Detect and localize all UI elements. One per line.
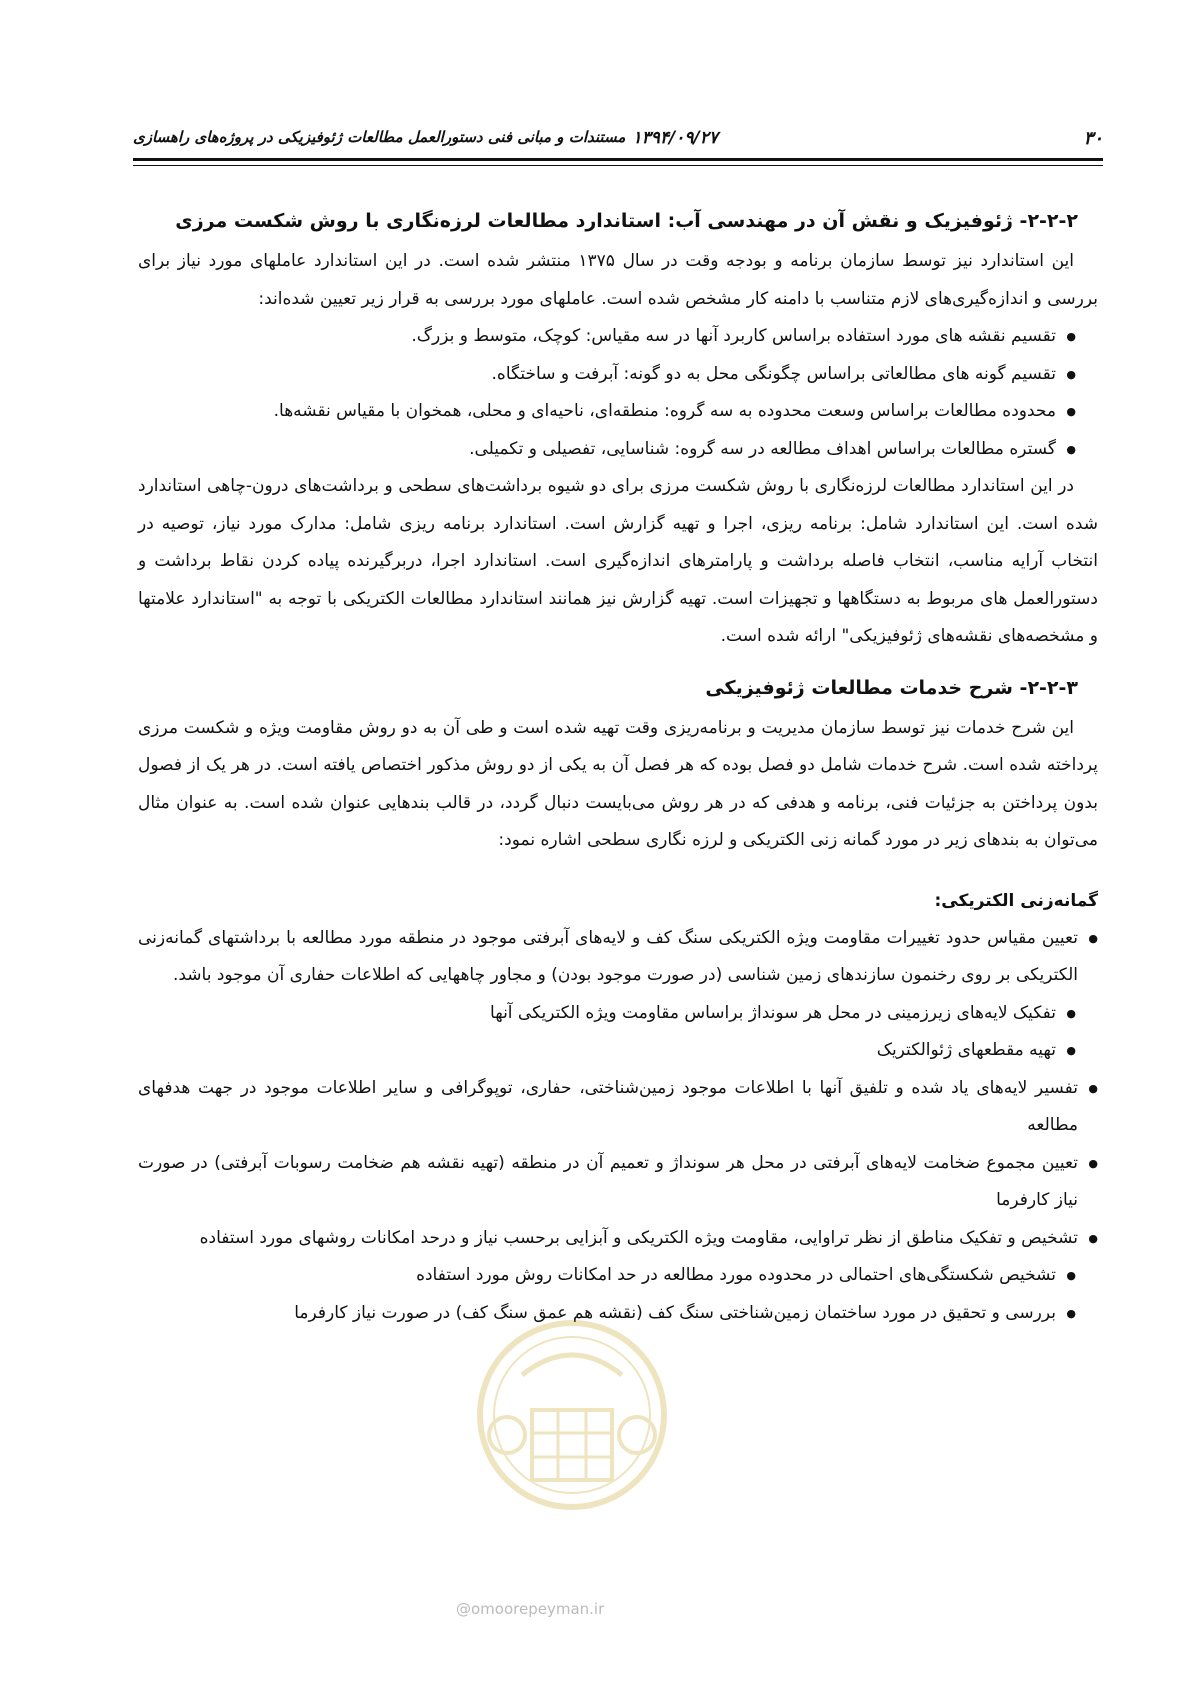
seal-logo xyxy=(462,1315,682,1515)
watermark-text: @omoorepeyman.ir xyxy=(456,1600,605,1618)
header-title: مستندات و مبانی فنی دستورالعمل مطالعات ژئوفیزیکی در پروژه‌های راهسازی xyxy=(133,128,626,146)
list-item: ● تعیین مقیاس حدود تغییرات مقاومت ویژه الکتریکی سنگ کف و لایه‌های آبرفتی موجود در منطقه مورد مطالعه با برداشتهای گمانه‌زنی الکتریکی بر روی رخنمون سازندهای زمین شناسی (در صورت موجود بودن) و مجاور چاههایی که اطلاعات حفاری آن موجود باشد. xyxy=(138,920,1098,995)
section2-bullet-list xyxy=(138,920,1098,1333)
list-item: ● بررسی و تحقیق در مورد ساختمان زمین‌شناختی سنگ کف (نقشه هم عمق سنگ کف) در صورت نیاز کارفرما xyxy=(138,1295,1076,1333)
section1-paragraph2: در این استاندارد مطالعات لرزه‌نگاری با روش شکست مرزی برای دو شیوه برداشت‌های سطحی و برداشت‌های درون-چاهی استاندارد شده است. این استاندارد شامل: برنامه ریزی، اجرا و تهیه گزارش است. استاندارد برنامه ریزی شامل: مدارک مورد نیاز، توصیه در انتخاب آرایه مناسب، انتخاب فاصله برداشت و پارامترهای اندازه‌گیری است. استاندارد اجرا، دربرگیرنده پیاده کردن نقاط برداشت و دستورالعمل های مربوط به دستگاهها و تجهیزات است. تهیه گزارش نیز همانند استاندارد مطالعات الکتریکی با توجه به "استاندارد علامتها و مشخصه‌های نقشه‌های ژئوفیزیکی" ارائه شده است. xyxy=(138,476,1098,646)
section-heading-2-2-2: ۲-۲-۲- ژئوفیزیک و نقش آن در مهندسی آب: استاندارد مطالعات لرزه‌نگاری با روش شکست مرزی xyxy=(175,210,1078,232)
section-heading-2-2-3: ۲-۲-۳- شرح خدمات مطالعات ژئوفیزیکی xyxy=(705,676,1078,699)
section1-intro: این استاندارد نیز توسط سازمان برنامه و بودجه وقت در سال ۱۳۷۵ منتشر شده است. در این استاندارد عاملهای مورد نیاز برای بررسی و اندازه‌گیری‌های لازم متناسب با دامنه کار مشخص شده است. عاملهای مورد بررسی به قرار زیر تعیین شده‌اند: xyxy=(138,251,1098,309)
list-item: ● محدوده مطالعات براساس وسعت محدوده به سه گروه: منطقه‌ای، ناحیه‌ای و محلی، همخوان با مقیاس نقشه‌ها. xyxy=(138,393,1076,431)
list-item: ● تعیین مجموع ضخامت لایه‌های آبرفتی در محل هر سونداژ و تعمیم آن در منطقه (تهیه نقشه هم ضخامت رسوبات آبرفتی) در صورت نیاز کارفرما xyxy=(138,1145,1098,1220)
list-item: ● تهیه مقطعهای ژئوالکتریک xyxy=(138,1032,1076,1070)
section2-paragraph: این شرح خدمات نیز توسط سازمان مدیریت و برنامه‌ریزی وقت تهیه شده است و طی آن به دو روش مقاومت ویژه و شکست مرزی پرداخته شده است. شرح خدمات شامل دو فصل بوده که هر فصل آن به یکی از دو روش مذکور اختصاص یافته است. در هر یک از فصول بدون پرداختن به جزئیات فنی، برنامه و هدفی که در هر روش می‌بایست دنبال گردد، در قالب بندهایی عنوان شده است. به عنوان مثال می‌توان به بندهای زیر در مورد گمانه زنی الکتریکی و لرزه نگاری سطحی اشاره نمود: xyxy=(138,717,1098,850)
subheading-electrical-sounding: گمانه‌زنی الکتریکی: xyxy=(934,890,1098,911)
list-item: ● تشخیص شکستگی‌های احتمالی در محدوده مورد مطالعه در حد امکانات روش مورد استفاده xyxy=(138,1257,1076,1295)
page-body xyxy=(138,205,1098,1332)
header-rule-thick xyxy=(133,158,1103,161)
page-header xyxy=(133,128,1103,158)
page-number: ۳۰ xyxy=(1083,128,1103,149)
list-item: ● تفکیک لایه‌های زیرزمینی در محل هر سونداژ براساس مقاومت ویژه الکتریکی آنها xyxy=(138,995,1076,1033)
list-item: ● تقسیم گونه های مطالعاتی براساس چگونگی محل به دو گونه: آبرفت و ساختگاه. xyxy=(138,356,1076,394)
header-rule-thin xyxy=(133,165,1103,166)
list-item: ● تقسیم نقشه های مورد استفاده براساس کاربرد آنها در سه مقیاس: کوچک، متوسط و بزرگ. xyxy=(138,318,1076,356)
list-item: ● تشخیص و تفکیک مناطق از نظر تراوایی، مقاومت ویژه الکتریکی و آبزایی برحسب نیاز و درحد امکانات روشهای مورد استفاده xyxy=(138,1220,1098,1258)
list-item: ● گستره مطالعات براساس اهداف مطالعه در سه گروه: شناسایی، تفصیلی و تکمیلی. xyxy=(138,431,1076,469)
list-item: ● تفسیر لایه‌های یاد شده و تلفیق آنها با اطلاعات موجود زمین‌شناختی، حفاری، توپوگرافی و سایر اطلاعات موجود در جهت هدفهای مطالعه xyxy=(138,1070,1098,1145)
section1-bullet-list xyxy=(138,318,1098,468)
header-date: ۱۳۹۴/۰۹/۲۷ xyxy=(632,128,718,148)
